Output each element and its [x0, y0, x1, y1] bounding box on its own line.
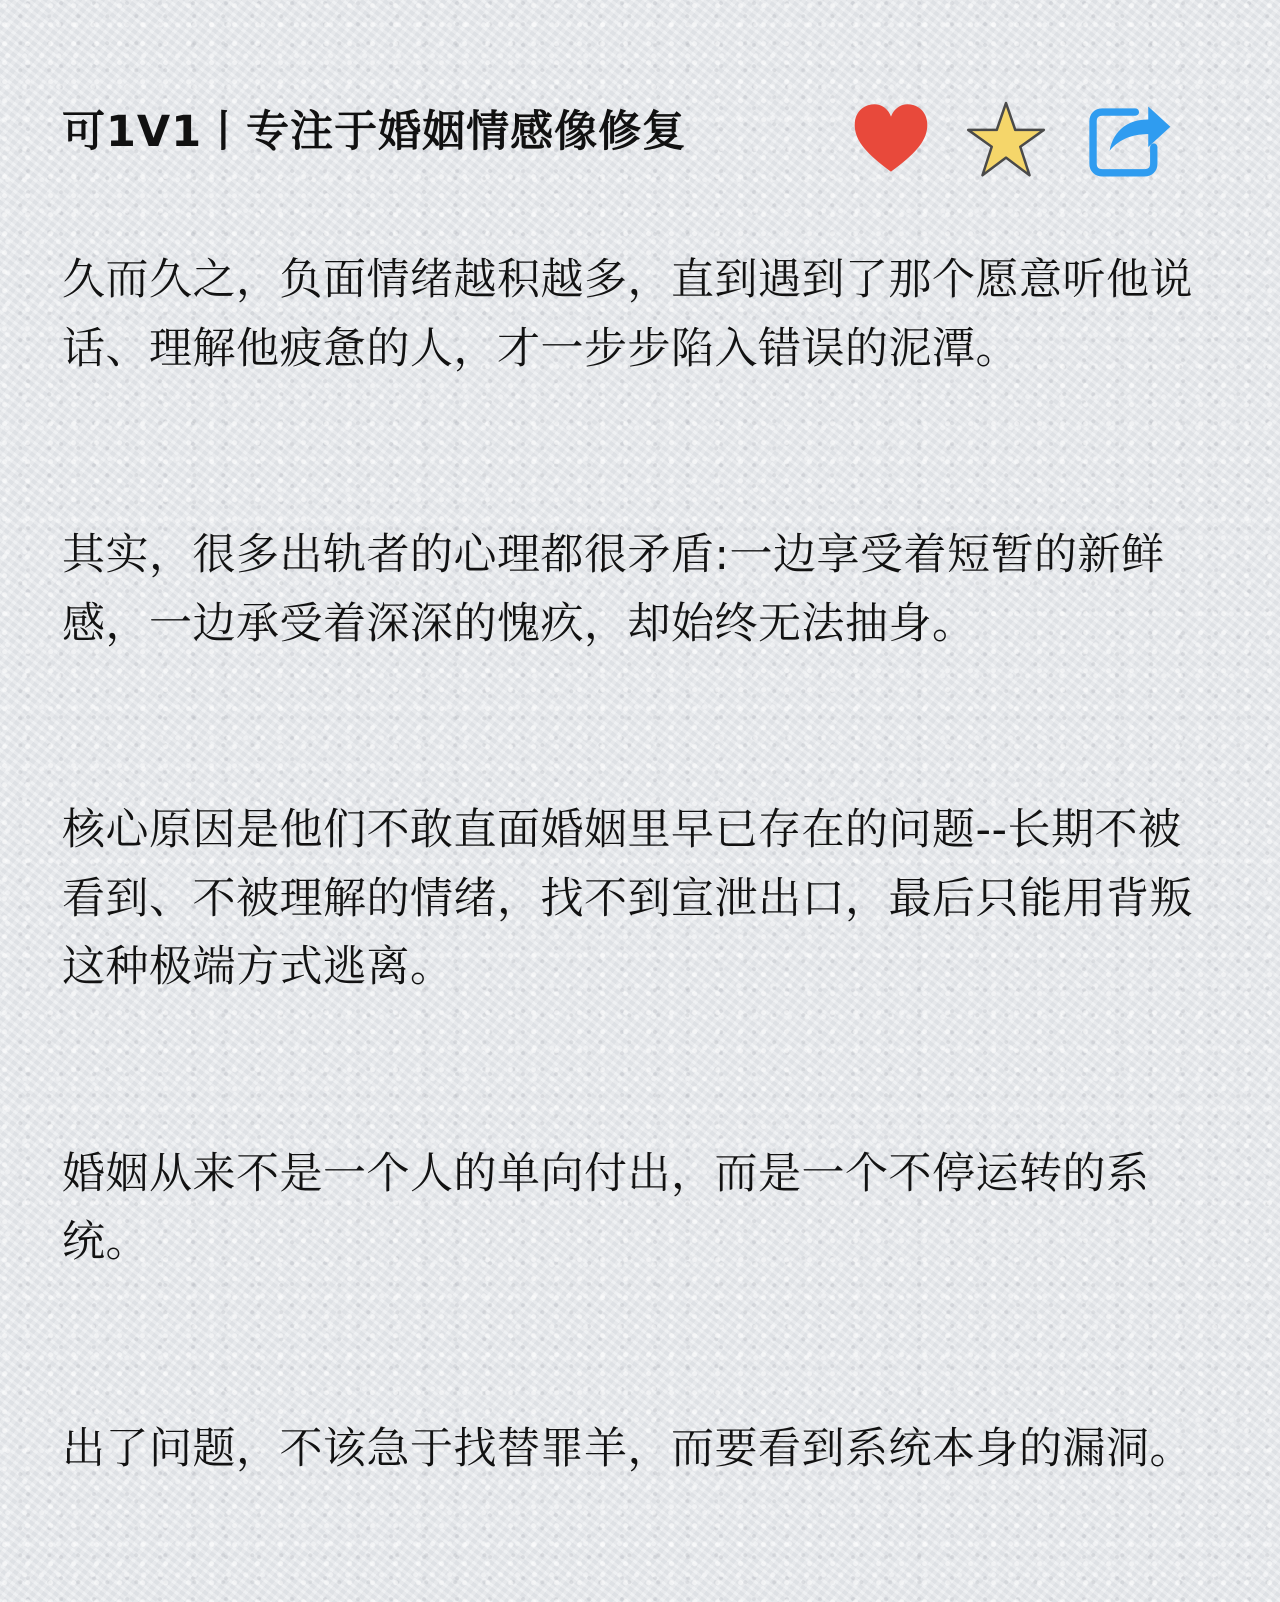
heart-icon	[848, 96, 934, 182]
like-button[interactable]	[848, 96, 934, 182]
share-icon	[1082, 90, 1174, 182]
paragraph: 久而久之，负面情绪越积越多，直到遇到了那个愿意听他说话、理解他疲惫的人，才一步步陷入错误的泥潭。	[62, 255, 1193, 374]
star-icon	[964, 98, 1048, 182]
post-header	[62, 96, 1212, 176]
paragraph: 核心原因是他们不敢直面婚姻里早已存在的问题--长期不被看到、不被理解的情绪，找不到宣泄出口，最后只能用背叛这种极端方式逃离。	[62, 805, 1193, 992]
share-button[interactable]	[1082, 90, 1174, 182]
paragraph: 其实，很多出轨者的心理都很矛盾:一边享受着短暂的新鲜感，一边承受着深深的愧疚，却始终无法抽身。	[62, 530, 1165, 649]
paragraph: 婚姻从来不是一个人的单向付出，而是一个不停运转的系统。	[62, 1148, 1150, 1267]
favorite-button[interactable]	[964, 98, 1048, 182]
paragraph: 出了问题，不该急于找替罪羊，而要看到系统本身的漏洞。	[62, 1423, 1193, 1474]
post-body	[62, 246, 1212, 1483]
post-title: 可1V1丨专注于婚姻情感像修复	[62, 107, 687, 157]
